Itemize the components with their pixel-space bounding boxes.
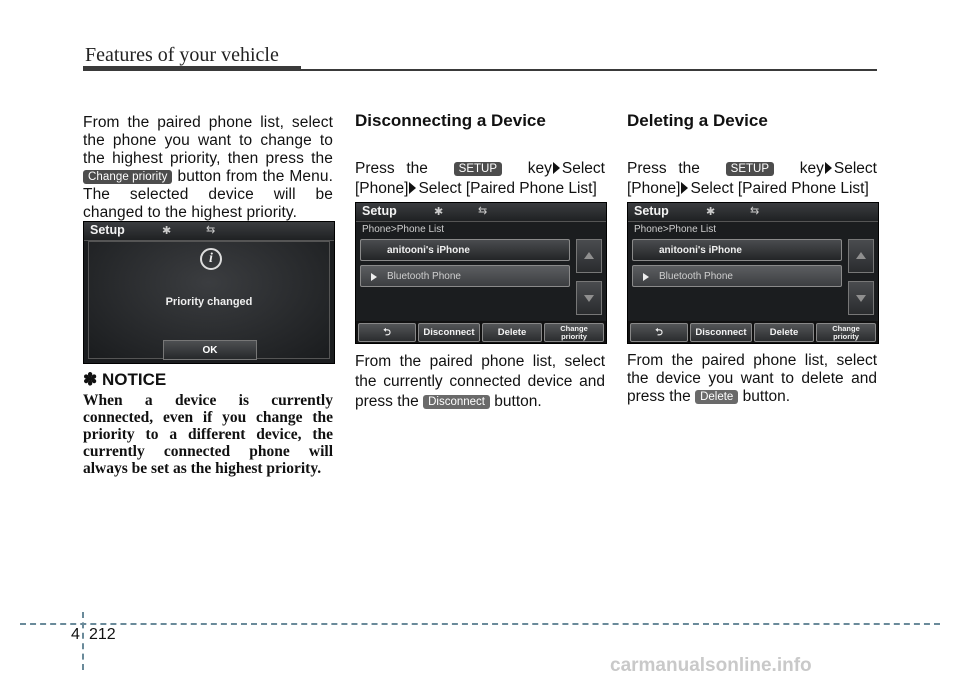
delete-steps <box>627 159 877 199</box>
change-priority-label-2: priority <box>833 332 859 341</box>
intro-text-1: From the paired phone list, select the phone you want to change to the highest priority, then press the <box>83 114 333 167</box>
phone-list-item[interactable] <box>632 265 842 287</box>
watermark: carmanualsonline.info <box>610 655 812 676</box>
page-header-title: Features of your vehicle <box>85 44 279 66</box>
delete-key: Delete <box>695 390 738 404</box>
disconnect-button[interactable]: Disconnect <box>418 323 480 342</box>
phone-list-screen-disconnect <box>355 202 607 344</box>
chapter-number: 4 <box>71 626 80 643</box>
disconnect-text-2: button. <box>494 393 542 410</box>
disconnect-key: Disconnect <box>423 395 490 409</box>
breadcrumb: Phone>Phone List <box>362 224 445 235</box>
select-phone-text: Select [Phone] <box>355 160 605 197</box>
phone-list-item[interactable]: anitooni's iPhone <box>360 239 570 261</box>
header-rule-thick <box>83 66 301 71</box>
usb-icon: ⇆ <box>206 224 216 236</box>
disconnect-button[interactable]: Disconnect <box>690 323 752 342</box>
delete-text-1: From the paired phone list, select the device you want to delete and press the <box>627 352 877 405</box>
bluetooth-icon: ✱ <box>706 206 716 218</box>
play-icon <box>371 273 377 281</box>
select-paired-list-text: Select [Paired Phone List] <box>418 180 597 197</box>
page-number: 212 <box>89 626 116 643</box>
change-priority-label-2: priority <box>561 332 587 341</box>
scroll-down-button[interactable] <box>848 281 874 315</box>
play-icon <box>643 273 649 281</box>
select-paired-list-text: Select [Paired Phone List] <box>690 180 869 197</box>
delete-heading: Deleting a Device <box>627 111 768 130</box>
usb-icon: ⇆ <box>750 205 760 217</box>
disconnect-heading: Disconnecting a Device <box>355 111 546 130</box>
ok-button[interactable]: OK <box>163 340 257 360</box>
disconnect-paragraph <box>355 352 605 412</box>
phone-list-item[interactable]: anitooni's iPhone <box>632 239 842 261</box>
phone-list-item-label: Bluetooth Phone <box>387 271 461 282</box>
change-priority-button[interactable] <box>816 323 876 342</box>
scroll-down-button[interactable] <box>576 281 602 315</box>
arrow-icon <box>825 162 832 174</box>
arrow-up-icon <box>584 252 594 259</box>
footer-divider <box>82 612 84 670</box>
arrow-up-icon <box>856 252 866 259</box>
screen-status-bar <box>356 203 606 222</box>
breadcrumb: Phone>Phone List <box>634 224 717 235</box>
phone-list-item[interactable] <box>360 265 570 287</box>
change-priority-button[interactable] <box>544 323 604 342</box>
delete-button[interactable]: Delete <box>754 323 814 342</box>
intro-text-2: button from the Menu. The selected device will be changed to the highest priority. <box>83 168 333 221</box>
back-button[interactable]: ⮌ <box>358 323 416 342</box>
info-icon: i <box>200 248 222 270</box>
disconnect-text-1: From the paired phone list, select the currently connected device and press the <box>355 353 605 410</box>
key-text: key <box>799 160 824 177</box>
screen-title: Setup <box>90 223 125 237</box>
scroll-up-button[interactable] <box>576 239 602 273</box>
bluetooth-icon: ✱ <box>434 206 444 218</box>
arrow-down-icon <box>584 295 594 302</box>
phone-list-item-label: Bluetooth Phone <box>659 271 733 282</box>
notice-title: ✽ NOTICE <box>83 370 167 389</box>
button-bar <box>628 321 878 343</box>
change-priority-label-1: Change <box>832 324 860 333</box>
arrow-icon <box>409 182 416 194</box>
change-priority-key: Change priority <box>83 170 172 184</box>
delete-text-2: button. <box>742 388 791 405</box>
scroll-up-button[interactable] <box>848 239 874 273</box>
press-text: Press the <box>627 160 700 177</box>
delete-button[interactable]: Delete <box>482 323 542 342</box>
priority-message: Priority changed <box>165 296 253 308</box>
delete-paragraph <box>627 352 877 406</box>
arrow-down-icon <box>856 295 866 302</box>
key-text: key <box>527 160 552 177</box>
back-button[interactable]: ⮌ <box>630 323 688 342</box>
priority-changed-screen <box>83 221 335 364</box>
screen-title: Setup <box>362 204 397 218</box>
phone-list-screen-delete <box>627 202 879 344</box>
press-text: Press the <box>355 160 428 177</box>
intro-paragraph <box>83 114 333 222</box>
notice-body: When a device is currently connected, even if you change the priority to a different device, the currently connected phone will always be set as the highest priority. <box>83 392 333 477</box>
setup-key: SETUP <box>454 162 502 176</box>
priority-dialog <box>88 241 330 359</box>
footer-rule <box>20 623 940 625</box>
button-bar <box>356 321 606 343</box>
select-phone-text: Select [Phone] <box>627 160 877 197</box>
arrow-icon <box>681 182 688 194</box>
disconnect-steps <box>355 159 605 199</box>
usb-icon: ⇆ <box>478 205 488 217</box>
screen-title: Setup <box>634 204 669 218</box>
screen-status-bar <box>628 203 878 222</box>
arrow-icon <box>553 162 560 174</box>
bluetooth-icon: ✱ <box>162 225 172 237</box>
setup-key: SETUP <box>726 162 774 176</box>
header-rule-thin <box>301 69 877 71</box>
change-priority-label-1: Change <box>560 324 588 333</box>
screen-status-bar <box>84 222 334 241</box>
